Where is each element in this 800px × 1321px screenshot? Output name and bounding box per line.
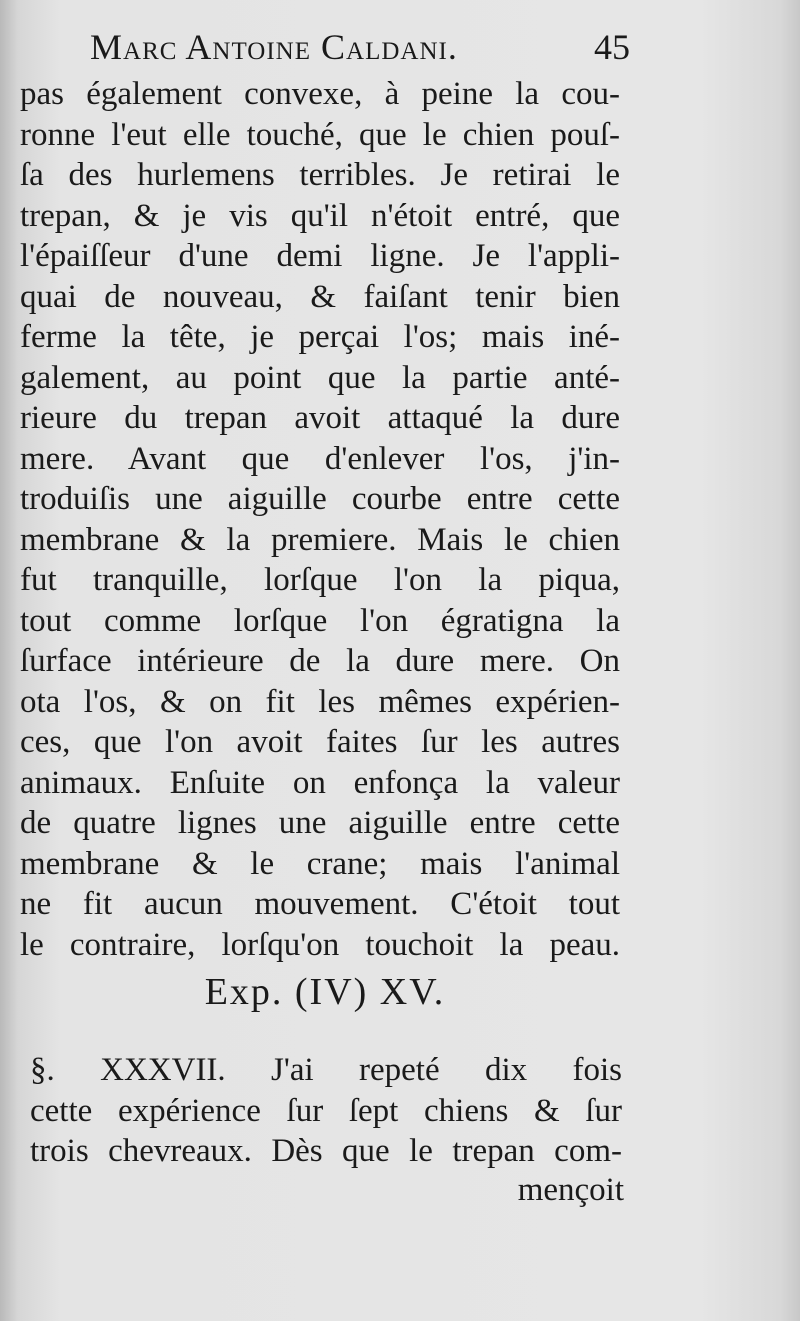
text-line: fut tranquille, lorſque l'on la piqua, [20, 562, 620, 598]
text-line: §. XXXVII. J'ai repeté dix fois [30, 1052, 622, 1088]
text-line: ota l'os, & on fit les mêmes expérien- [20, 683, 620, 720]
page-number: 45 [594, 27, 630, 67]
text-line: trois chevreaux. Dès que le trepan com- [30, 1133, 622, 1169]
text-line: troduiſis une aiguille courbe entre cette [20, 481, 620, 517]
text-line: galement, au point que la partie anté- [20, 359, 620, 396]
text-line: tout comme lorſque l'on égratigna la [20, 602, 620, 639]
text-line: quai de nouveau, & faiſant tenir bien [20, 278, 620, 315]
section-paragraph [30, 1050, 622, 1172]
text-line: rieure du trepan avoit attaqué la dure [20, 400, 620, 436]
text-line: ne fit aucun mouvement. C'étoit tout [20, 886, 620, 922]
text-line: mere. Avant que d'enlever l'os, j'in- [20, 440, 620, 477]
text-line: animaux. Enſuite on enfonça la valeur [20, 764, 620, 801]
catchword: mençoit [517, 1172, 624, 1208]
page-header [90, 26, 630, 74]
experiment-heading: Exp. (IV) XV. [204, 971, 446, 1013]
text-line: membrane & la premiere. Mais le chien [20, 521, 620, 558]
body-paragraph [20, 74, 620, 965]
text-line: ronne l'eut elle touché, que le chien pouſ- [20, 116, 620, 153]
text-line: le contraire, lorſqu'on touchoit la peau. [20, 926, 620, 963]
text-line: membrane & le crane; mais l'animal [20, 845, 620, 882]
text-line: l'épaiſſeur d'une demi ligne. Je l'appli- [20, 238, 620, 274]
text-line: de quatre lignes une aiguille entre cette [20, 805, 620, 841]
running-head: Marc Antoine Caldani. [90, 27, 458, 67]
text-line: ferme la tête, je perçai l'os; mais iné- [20, 319, 620, 355]
text-line: ces, que l'on avoit faites ſur les autres [20, 724, 620, 760]
text-line: trepan, & je vis qu'il n'étoit entré, que [20, 197, 620, 234]
text-line: ſa des hurlemens terribles. Je retirai le [20, 157, 620, 193]
text-line: cette expérience ſur ſept chiens & ſur [30, 1092, 622, 1129]
text-line: pas également convexe, à peine la cou- [20, 76, 620, 112]
text-line: ſurface intérieure de la dure mere. On [20, 643, 620, 679]
